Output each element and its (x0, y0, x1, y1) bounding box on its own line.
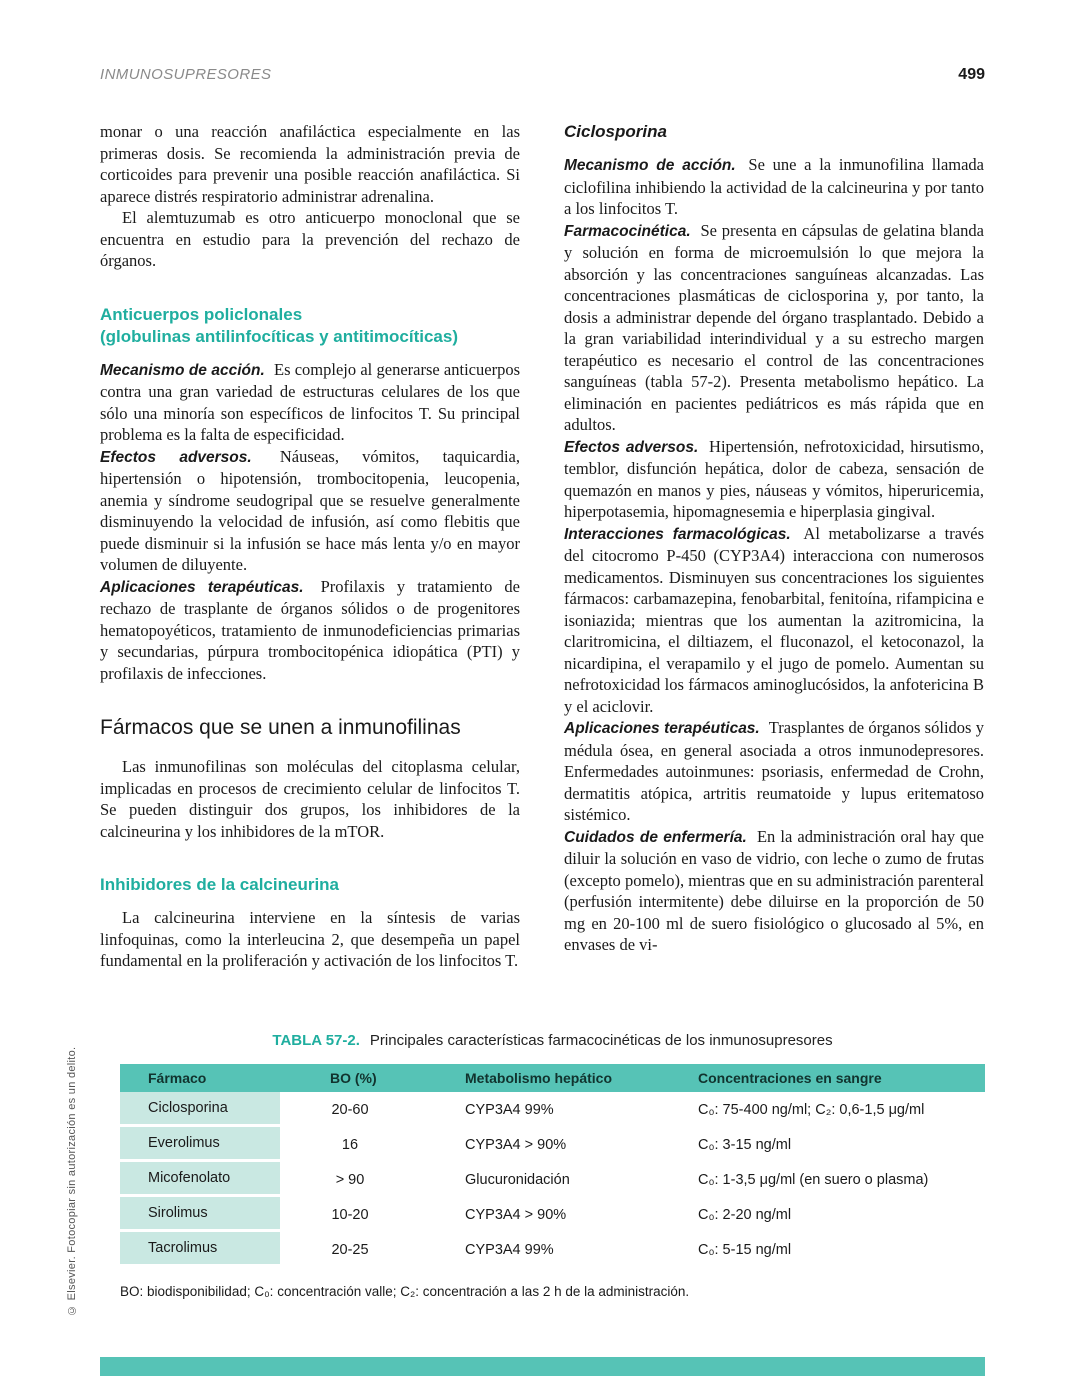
cell-drug: Micofenolato (120, 1162, 280, 1197)
page-number: 499 (958, 66, 985, 83)
cell-metabolism: CYP3A4 99% (465, 1241, 554, 1258)
runin-label-aplicaciones: Aplicaciones terapéuticas. (100, 578, 304, 596)
para-farmacocinetica (564, 220, 984, 436)
cell-concentration: C₀: 2-20 ng/ml (698, 1206, 792, 1223)
cell-drug: Everolimus (120, 1127, 280, 1162)
para-aplicaciones-ciclosporina (564, 717, 984, 826)
bottom-accent-bar (100, 1357, 985, 1376)
runin-label-aplicaciones-ciclo: Aplicaciones terapéuticas. (564, 720, 760, 737)
cell-concentration: C₀: 5-15 ng/ml (698, 1241, 792, 1258)
cell-metabolism: CYP3A4 99% (465, 1101, 554, 1118)
cell-drug: Sirolimus (120, 1197, 280, 1232)
running-title: INMUNOSUPRESORES (100, 66, 272, 83)
para-interacciones (564, 523, 984, 718)
heading-anticuerpos-policlonales (100, 304, 520, 348)
table-row-ciclosporina (120, 1092, 985, 1127)
table-footnote: BO: biodisponibilidad; C₀: concentración valle; C₂: concentración a las 2 h de la administración. (120, 1284, 690, 1299)
runin-label-efectos: Efectos adversos. (100, 448, 252, 466)
heading-farmacos-inmunofilinas: Fármacos que se unen a inmunofilinas (100, 716, 461, 739)
heading-line-1: Anticuerpos policlonales (100, 304, 303, 324)
cell-bo: 20-60 (331, 1101, 369, 1118)
copyright-note: © Elsevier. Fotocopiar sin autorización es un delito. (66, 1046, 78, 1316)
table-header-row (120, 1064, 985, 1092)
heading-ciclosporina: Ciclosporina (564, 122, 667, 141)
runin-label-mecanismo: Mecanismo de acción. (100, 361, 265, 379)
runin-text-cuidados: En la administración oral hay que diluir la solución en vaso de vidrio, con leche o zumo de frutas (excepto pomelo), mientras que en su administración parenteral (perfusión intermitente) debe diluirse en la proporción de 50 mg en 20-100 ml de suero fisiológico o glucosado al 5%, en envases de vi- (564, 826, 985, 954)
table-label: TABLA 57-2. (272, 1032, 360, 1049)
column-header-metabolismo: Metabolismo hepático (465, 1070, 613, 1086)
para-calcineurina: La calcineurina interviene en la síntesis de varias linfoquinas, como la interleucina 2, que desempeña un papel fundamental en la proliferación y activación de los linfocitos T. (100, 908, 520, 970)
para-efectos-ciclosporina (564, 436, 984, 523)
cell-concentration: C₀: 1-3,5 μg/ml (en suero o plasma) (698, 1171, 929, 1188)
para-aplicaciones-policlonales (100, 576, 520, 685)
right-column (564, 121, 984, 956)
pharmacokinetics-table (120, 1064, 985, 1267)
column-header-farmaco: Fármaco (148, 1070, 207, 1086)
para-anaphylaxis: monar o una reacción anafiláctica especialmente en las primeras dosis. Se recomienda la administración previa de corticoides para prevenir una posible reacción anafiláctica. Si aparece distrés respiratorio administrar adrenalina. (100, 122, 520, 206)
table-caption: Principales características farmacocinéticas de los inmunosupresores (369, 1032, 833, 1049)
column-header-bo: BO (%) (330, 1070, 377, 1086)
para-efectos-policlonales (100, 446, 520, 576)
runin-label-efectos-ciclo: Efectos adversos. (564, 438, 699, 456)
heading-inhibidores-calcineurina: Inhibidores de la calcineurina (100, 875, 340, 894)
runin-text-aplicaciones: Profilaxis y tratamiento de rechazo de trasplante de órganos sólidos o de progenitores hematopoyéticos, tratamiento de inmunodeficiencias primarias y secundarias, púrpura trombocitopénica idiopática (PTI) y profilaxis de infecciones. (100, 576, 520, 683)
cell-bo: 16 (341, 1136, 359, 1153)
para-mecanismo-policlonales (100, 359, 520, 446)
cell-bo: 20-25 (331, 1241, 369, 1258)
runin-label-farmacocinetica: Farmacocinética. (564, 222, 691, 240)
runin-text-aplicaciones-ciclo: Trasplantes de órganos sólidos y médula ósea, en general asociada a otros inmunodepresores. Enfermedades autoinmunes: psoriasis, enfermedad de Crohn, dermatitis atópica, artritis reumatoide y lupus eritematoso sistémico. (564, 718, 985, 824)
para-mecanismo-ciclosporina (564, 154, 984, 220)
cell-bo: 10-20 (331, 1206, 369, 1223)
table-row-micofenolato (120, 1162, 985, 1197)
left-column (100, 121, 520, 972)
cell-metabolism: CYP3A4 > 90% (465, 1206, 567, 1223)
table-row-tacrolimus (120, 1232, 985, 1267)
table-57-2 (120, 1032, 985, 1299)
runin-label-mecanismo-ciclo: Mecanismo de acción. (564, 157, 736, 174)
runin-text-farmacocinetica: Se presenta en cápsulas de gelatina blanda y solución en forma de microemulsión lo que mejora la absorción y las concentraciones sanguíneas alcanzadas. Las concentraciones plasmáticas de ciclosporina y, por tanto, la dosis a administrar depende del órgano trasplantado. Debido a la gran variabilidad interindividual y a su estrecho margen terapéutico es necesario el control de las concentraciones sanguíneas (tabla 57-2). Presenta metabolismo hepático. La eliminación en pacientes pediátricos es más rápida que en adultos. (564, 220, 985, 434)
para-cuidados-enfermeria (564, 826, 984, 956)
cell-drug: Tacrolimus (120, 1232, 280, 1267)
para-inmunofilinas: Las inmunofilinas son moléculas del citoplasma celular, implicadas en procesos de crecimiento celular de linfocitos T. Se pueden distinguir dos grupos, los inhibidores de la calcineurina y los inhibidores de la mTOR. (100, 757, 520, 841)
runin-text-interacciones: Al metabolizarse a través del citocromo P-450 (CYP3A4) interacciona con numerosos medicamentos. Disminuyen sus concentraciones los siguientes fármacos: carbamazepina, fenobarbital, fenitoína, rifampicina e isoniazida; mientras que los aumentan la azitromicina, la claritromicina, el diltiazem, el fluconazol, el ketoconazol, la nicardipina, el verapamilo y el jugo de pomelo. Aumentan su nefrotoxicidad los fármacos aminoglucósidos, la anfotericina B y el aciclovir. (564, 523, 985, 716)
runin-label-interacciones: Interacciones farmacológicas. (564, 525, 791, 543)
runin-text-efectos-ciclo: Hipertensión, nefrotoxicidad, hirsutismo, temblor, disfunción hepática, dolor de cabeza, sensación de quemazón en manos y pies, náuseas y vómitos, hiperuricemia, hiperpotasemia, hipomagnesemia e hiperplasia gingival. (564, 436, 984, 521)
content-columns (100, 121, 984, 972)
cell-concentration: C₀: 3-15 ng/ml (698, 1136, 792, 1153)
cell-bo: > 90 (335, 1171, 365, 1188)
cell-metabolism: Glucuronidación (465, 1171, 570, 1188)
para-alemtuzumab: El alemtuzumab es otro anticuerpo monoclonal que se encuentra en estudio para la prevención del rechazo de órganos. (100, 208, 520, 270)
table-row-sirolimus (120, 1197, 985, 1232)
heading-line-2: (globulinas antilinfocíticas y antitimocíticas) (100, 326, 459, 346)
runin-text-mecanismo: Es complejo al generarse anticuerpos contra una gran variedad de estructuras celulares de los que sólo una minoría son específicos de linfocitos T. Su principal problema es la falta de especificidad. (100, 359, 520, 444)
column-header-concentraciones: Concentraciones en sangre (698, 1070, 882, 1086)
page-header (100, 66, 985, 84)
cell-metabolism: CYP3A4 > 90% (465, 1136, 567, 1153)
table-title (120, 1032, 985, 1049)
cell-concentration: C₀: 75-400 ng/ml; C₂: 0,6-1,5 μg/ml (698, 1101, 925, 1118)
table-row-everolimus (120, 1127, 985, 1162)
runin-text-efectos: Náuseas, vómitos, taquicardia, hipertensión o hipotensión, trombocitopenia, leucopenia, anemia y síndrome seudogripal que se resuelve generalmente disminuyendo la velocidad de infusión, así como flebitis que puede disminuir si la infusión se hace más lenta y/o en mayor volumen de diluyente. (100, 446, 520, 574)
cell-drug: Ciclosporina (120, 1092, 280, 1127)
runin-label-cuidados: Cuidados de enfermería. (564, 828, 747, 846)
runin-text-mecanismo-ciclo: Se une a la inmunofilina llamada ciclofilina inhibiendo la actividad de la calcineurina y por tanto a los linfocitos T. (564, 155, 984, 218)
